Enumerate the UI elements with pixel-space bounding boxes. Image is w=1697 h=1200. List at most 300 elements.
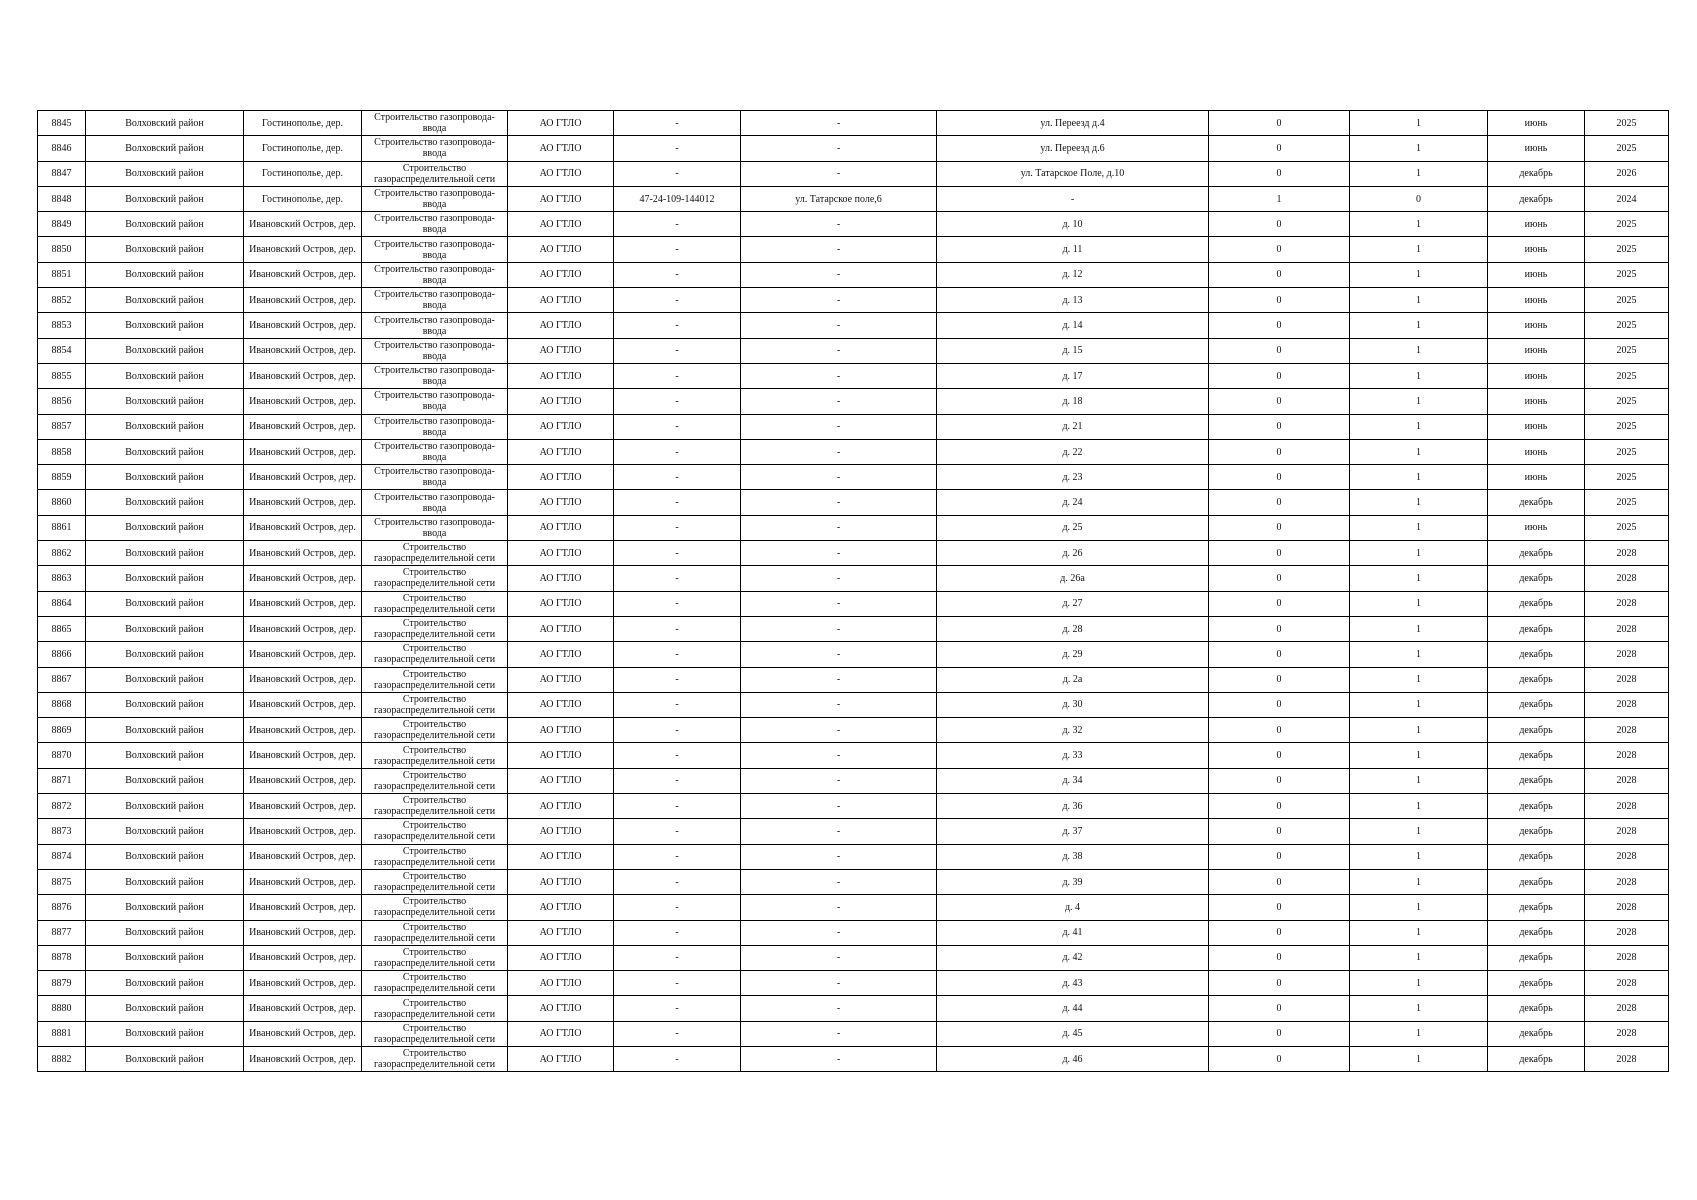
- cadastral-number-cell: -: [614, 667, 741, 692]
- quantity-a-cell: 0: [1209, 591, 1350, 616]
- work-type-cell: Строительство газораспределительной сети: [362, 819, 508, 844]
- year-cell: 2024: [1585, 186, 1669, 211]
- month-cell: июнь: [1488, 111, 1585, 136]
- house-address-cell: д. 36: [937, 794, 1209, 819]
- house-address-cell: д. 22: [937, 439, 1209, 464]
- month-cell: декабрь: [1488, 971, 1585, 996]
- work-type-cell: Строительство газораспределительной сети: [362, 591, 508, 616]
- quantity-b-cell: 1: [1350, 591, 1488, 616]
- year-cell: 2025: [1585, 515, 1669, 540]
- cadastral-number-cell: -: [614, 338, 741, 363]
- organization-cell: АО ГТЛО: [508, 869, 614, 894]
- quantity-a-cell: 0: [1209, 794, 1350, 819]
- work-type-cell: Строительство газопровода-ввода: [362, 136, 508, 161]
- cadastral-number-cell: -: [614, 692, 741, 717]
- year-cell: 2025: [1585, 288, 1669, 313]
- house-address-cell: д. 24: [937, 490, 1209, 515]
- cadastral-number-cell: -: [614, 1046, 741, 1071]
- row-number-cell: 8850: [38, 237, 86, 262]
- organization-cell: АО ГТЛО: [508, 186, 614, 211]
- district-cell: Волховский район: [86, 541, 244, 566]
- district-cell: Волховский район: [86, 363, 244, 388]
- settlement-cell: Ивановский Остров, дер.: [244, 667, 362, 692]
- cadastral-number-cell: -: [614, 363, 741, 388]
- quantity-b-cell: 1: [1350, 1021, 1488, 1046]
- cadastral-number-cell: -: [614, 465, 741, 490]
- table-row: [38, 515, 1669, 540]
- year-cell: 2025: [1585, 111, 1669, 136]
- settlement-cell: Ивановский Остров, дер.: [244, 895, 362, 920]
- work-type-cell: Строительство газопровода-ввода: [362, 465, 508, 490]
- quantity-b-cell: 1: [1350, 844, 1488, 869]
- organization-cell: АО ГТЛО: [508, 414, 614, 439]
- quantity-a-cell: 0: [1209, 338, 1350, 363]
- table-row: [38, 591, 1669, 616]
- settlement-cell: Ивановский Остров, дер.: [244, 718, 362, 743]
- row-number-cell: 8874: [38, 844, 86, 869]
- table-row: [38, 136, 1669, 161]
- object-address-cell: -: [741, 439, 937, 464]
- house-address-cell: д. 26: [937, 541, 1209, 566]
- house-address-cell: д. 32: [937, 718, 1209, 743]
- row-number-cell: 8860: [38, 490, 86, 515]
- row-number-cell: 8881: [38, 1021, 86, 1046]
- quantity-b-cell: 1: [1350, 439, 1488, 464]
- work-type-cell: Строительство газораспределительной сети: [362, 743, 508, 768]
- settlement-cell: Ивановский Остров, дер.: [244, 288, 362, 313]
- quantity-b-cell: 1: [1350, 136, 1488, 161]
- house-address-cell: д. 10: [937, 212, 1209, 237]
- quantity-b-cell: 1: [1350, 996, 1488, 1021]
- district-cell: Волховский район: [86, 262, 244, 287]
- year-cell: 2025: [1585, 237, 1669, 262]
- row-number-cell: 8855: [38, 363, 86, 388]
- settlement-cell: Гостинополье, дер.: [244, 161, 362, 186]
- object-address-cell: -: [741, 971, 937, 996]
- organization-cell: АО ГТЛО: [508, 262, 614, 287]
- quantity-b-cell: 1: [1350, 945, 1488, 970]
- year-cell: 2028: [1585, 895, 1669, 920]
- year-cell: 2025: [1585, 363, 1669, 388]
- quantity-b-cell: 1: [1350, 111, 1488, 136]
- quantity-b-cell: 1: [1350, 768, 1488, 793]
- quantity-a-cell: 0: [1209, 515, 1350, 540]
- year-cell: 2025: [1585, 389, 1669, 414]
- house-address-cell: д. 27: [937, 591, 1209, 616]
- work-type-cell: Строительство газораспределительной сети: [362, 844, 508, 869]
- district-cell: Волховский район: [86, 161, 244, 186]
- quantity-a-cell: 0: [1209, 136, 1350, 161]
- organization-cell: АО ГТЛО: [508, 212, 614, 237]
- table-row: [38, 186, 1669, 211]
- district-cell: Волховский район: [86, 971, 244, 996]
- house-address-cell: д. 38: [937, 844, 1209, 869]
- quantity-b-cell: 1: [1350, 920, 1488, 945]
- settlement-cell: Ивановский Остров, дер.: [244, 389, 362, 414]
- cadastral-number-cell: -: [614, 490, 741, 515]
- work-type-cell: Строительство газораспределительной сети: [362, 920, 508, 945]
- month-cell: декабрь: [1488, 945, 1585, 970]
- object-address-cell: -: [741, 313, 937, 338]
- row-number-cell: 8872: [38, 794, 86, 819]
- house-address-cell: д. 23: [937, 465, 1209, 490]
- house-address-cell: д. 37: [937, 819, 1209, 844]
- cadastral-number-cell: -: [614, 895, 741, 920]
- house-address-cell: д. 42: [937, 945, 1209, 970]
- quantity-a-cell: 0: [1209, 768, 1350, 793]
- table-row: [38, 642, 1669, 667]
- object-address-cell: ул. Татарское поле,6: [741, 186, 937, 211]
- quantity-a-cell: 0: [1209, 111, 1350, 136]
- work-type-cell: Строительство газораспределительной сети: [362, 996, 508, 1021]
- work-type-cell: Строительство газопровода-ввода: [362, 288, 508, 313]
- house-address-cell: д. 28: [937, 616, 1209, 641]
- cadastral-number-cell: -: [614, 869, 741, 894]
- settlement-cell: Ивановский Остров, дер.: [244, 692, 362, 717]
- month-cell: декабрь: [1488, 718, 1585, 743]
- quantity-b-cell: 1: [1350, 718, 1488, 743]
- year-cell: 2028: [1585, 768, 1669, 793]
- work-type-cell: Строительство газопровода-ввода: [362, 389, 508, 414]
- cadastral-number-cell: -: [614, 794, 741, 819]
- row-number-cell: 8852: [38, 288, 86, 313]
- cadastral-number-cell: -: [614, 111, 741, 136]
- row-number-cell: 8863: [38, 566, 86, 591]
- month-cell: декабрь: [1488, 844, 1585, 869]
- settlement-cell: Ивановский Остров, дер.: [244, 844, 362, 869]
- quantity-b-cell: 1: [1350, 363, 1488, 388]
- month-cell: декабрь: [1488, 869, 1585, 894]
- quantity-b-cell: 1: [1350, 212, 1488, 237]
- quantity-b-cell: 1: [1350, 743, 1488, 768]
- quantity-a-cell: 0: [1209, 237, 1350, 262]
- cadastral-number-cell: -: [614, 515, 741, 540]
- organization-cell: АО ГТЛО: [508, 161, 614, 186]
- cadastral-number-cell: -: [614, 414, 741, 439]
- organization-cell: АО ГТЛО: [508, 971, 614, 996]
- organization-cell: АО ГТЛО: [508, 1021, 614, 1046]
- quantity-a-cell: 0: [1209, 844, 1350, 869]
- object-address-cell: -: [741, 541, 937, 566]
- work-type-cell: Строительство газораспределительной сети: [362, 945, 508, 970]
- settlement-cell: Ивановский Остров, дер.: [244, 439, 362, 464]
- quantity-a-cell: 0: [1209, 895, 1350, 920]
- table-row: [38, 794, 1669, 819]
- settlement-cell: Ивановский Остров, дер.: [244, 869, 362, 894]
- row-number-cell: 8868: [38, 692, 86, 717]
- settlement-cell: Ивановский Остров, дер.: [244, 616, 362, 641]
- row-number-cell: 8871: [38, 768, 86, 793]
- table-row: [38, 541, 1669, 566]
- district-cell: Волховский район: [86, 566, 244, 591]
- settlement-cell: Ивановский Остров, дер.: [244, 237, 362, 262]
- cadastral-number-cell: -: [614, 844, 741, 869]
- month-cell: июнь: [1488, 515, 1585, 540]
- row-number-cell: 8861: [38, 515, 86, 540]
- quantity-a-cell: 0: [1209, 743, 1350, 768]
- quantity-b-cell: 1: [1350, 895, 1488, 920]
- quantity-b-cell: 1: [1350, 794, 1488, 819]
- year-cell: 2028: [1585, 819, 1669, 844]
- house-address-cell: д. 43: [937, 971, 1209, 996]
- year-cell: 2025: [1585, 262, 1669, 287]
- organization-cell: АО ГТЛО: [508, 794, 614, 819]
- year-cell: 2028: [1585, 692, 1669, 717]
- year-cell: 2028: [1585, 667, 1669, 692]
- table-row: [38, 895, 1669, 920]
- object-address-cell: -: [741, 945, 937, 970]
- table-row: [38, 743, 1669, 768]
- object-address-cell: -: [741, 389, 937, 414]
- row-number-cell: 8851: [38, 262, 86, 287]
- house-address-cell: д. 12: [937, 262, 1209, 287]
- object-address-cell: -: [741, 667, 937, 692]
- work-type-cell: Строительство газораспределительной сети: [362, 642, 508, 667]
- settlement-cell: Гостинополье, дер.: [244, 111, 362, 136]
- settlement-cell: Ивановский Остров, дер.: [244, 515, 362, 540]
- quantity-b-cell: 1: [1350, 667, 1488, 692]
- quantity-a-cell: 0: [1209, 819, 1350, 844]
- object-address-cell: -: [741, 288, 937, 313]
- object-address-cell: -: [741, 465, 937, 490]
- quantity-b-cell: 1: [1350, 288, 1488, 313]
- month-cell: декабрь: [1488, 996, 1585, 1021]
- settlement-cell: Ивановский Остров, дер.: [244, 465, 362, 490]
- district-cell: Волховский район: [86, 465, 244, 490]
- settlement-cell: Ивановский Остров, дер.: [244, 768, 362, 793]
- cadastral-number-cell: -: [614, 161, 741, 186]
- district-cell: Волховский район: [86, 1046, 244, 1071]
- quantity-a-cell: 0: [1209, 313, 1350, 338]
- month-cell: июнь: [1488, 439, 1585, 464]
- row-number-cell: 8853: [38, 313, 86, 338]
- row-number-cell: 8876: [38, 895, 86, 920]
- quantity-a-cell: 0: [1209, 616, 1350, 641]
- table-row: [38, 971, 1669, 996]
- year-cell: 2028: [1585, 920, 1669, 945]
- district-cell: Волховский район: [86, 869, 244, 894]
- object-address-cell: -: [741, 869, 937, 894]
- district-cell: Волховский район: [86, 288, 244, 313]
- cadastral-number-cell: -: [614, 996, 741, 1021]
- year-cell: 2025: [1585, 439, 1669, 464]
- cadastral-number-cell: 47-24-109-144012: [614, 186, 741, 211]
- settlement-cell: Ивановский Остров, дер.: [244, 819, 362, 844]
- year-cell: 2026: [1585, 161, 1669, 186]
- table-row: [38, 1021, 1669, 1046]
- quantity-a-cell: 0: [1209, 262, 1350, 287]
- object-address-cell: -: [741, 161, 937, 186]
- organization-cell: АО ГТЛО: [508, 237, 614, 262]
- year-cell: 2028: [1585, 566, 1669, 591]
- district-cell: Волховский район: [86, 338, 244, 363]
- house-address-cell: д. 15: [937, 338, 1209, 363]
- month-cell: декабрь: [1488, 692, 1585, 717]
- table-row: [38, 338, 1669, 363]
- year-cell: 2028: [1585, 869, 1669, 894]
- quantity-b-cell: 1: [1350, 262, 1488, 287]
- organization-cell: АО ГТЛО: [508, 363, 614, 388]
- quantity-b-cell: 1: [1350, 515, 1488, 540]
- organization-cell: АО ГТЛО: [508, 642, 614, 667]
- settlement-cell: Ивановский Остров, дер.: [244, 996, 362, 1021]
- quantity-a-cell: 0: [1209, 718, 1350, 743]
- settlement-cell: Ивановский Остров, дер.: [244, 490, 362, 515]
- month-cell: декабрь: [1488, 743, 1585, 768]
- cadastral-number-cell: -: [614, 288, 741, 313]
- cadastral-number-cell: -: [614, 819, 741, 844]
- quantity-b-cell: 1: [1350, 465, 1488, 490]
- house-address-cell: ул. Переезд д.6: [937, 136, 1209, 161]
- month-cell: июнь: [1488, 465, 1585, 490]
- quantity-a-cell: 0: [1209, 996, 1350, 1021]
- year-cell: 2028: [1585, 642, 1669, 667]
- work-type-cell: Строительство газораспределительной сети: [362, 541, 508, 566]
- row-number-cell: 8865: [38, 616, 86, 641]
- year-cell: 2028: [1585, 996, 1669, 1021]
- object-address-cell: -: [741, 111, 937, 136]
- month-cell: декабрь: [1488, 920, 1585, 945]
- cadastral-number-cell: -: [614, 541, 741, 566]
- year-cell: 2025: [1585, 313, 1669, 338]
- district-cell: Волховский район: [86, 591, 244, 616]
- month-cell: декабрь: [1488, 1046, 1585, 1071]
- month-cell: декабрь: [1488, 768, 1585, 793]
- quantity-a-cell: 0: [1209, 869, 1350, 894]
- object-address-cell: -: [741, 996, 937, 1021]
- cadastral-number-cell: -: [614, 743, 741, 768]
- cadastral-number-cell: -: [614, 566, 741, 591]
- row-number-cell: 8880: [38, 996, 86, 1021]
- year-cell: 2028: [1585, 616, 1669, 641]
- organization-cell: АО ГТЛО: [508, 996, 614, 1021]
- district-cell: Волховский район: [86, 768, 244, 793]
- table-row: [38, 111, 1669, 136]
- table-row: [38, 566, 1669, 591]
- year-cell: 2025: [1585, 136, 1669, 161]
- organization-cell: АО ГТЛО: [508, 541, 614, 566]
- quantity-a-cell: 0: [1209, 414, 1350, 439]
- table-row: [38, 389, 1669, 414]
- month-cell: декабрь: [1488, 895, 1585, 920]
- organization-cell: АО ГТЛО: [508, 895, 614, 920]
- month-cell: декабрь: [1488, 1021, 1585, 1046]
- work-type-cell: Строительство газораспределительной сети: [362, 768, 508, 793]
- object-address-cell: -: [741, 1021, 937, 1046]
- organization-cell: АО ГТЛО: [508, 616, 614, 641]
- gas-network-table: [37, 110, 1669, 1072]
- settlement-cell: Ивановский Остров, дер.: [244, 313, 362, 338]
- district-cell: Волховский район: [86, 642, 244, 667]
- organization-cell: АО ГТЛО: [508, 465, 614, 490]
- settlement-cell: Ивановский Остров, дер.: [244, 541, 362, 566]
- organization-cell: АО ГТЛО: [508, 338, 614, 363]
- organization-cell: АО ГТЛО: [508, 136, 614, 161]
- table-row: [38, 237, 1669, 262]
- year-cell: 2025: [1585, 414, 1669, 439]
- district-cell: Волховский район: [86, 136, 244, 161]
- settlement-cell: Ивановский Остров, дер.: [244, 1046, 362, 1071]
- work-type-cell: Строительство газораспределительной сети: [362, 616, 508, 641]
- month-cell: декабрь: [1488, 186, 1585, 211]
- quantity-b-cell: 1: [1350, 566, 1488, 591]
- quantity-a-cell: 0: [1209, 212, 1350, 237]
- cadastral-number-cell: -: [614, 389, 741, 414]
- work-type-cell: Строительство газопровода-ввода: [362, 186, 508, 211]
- district-cell: Волховский район: [86, 186, 244, 211]
- object-address-cell: -: [741, 768, 937, 793]
- house-address-cell: д. 26а: [937, 566, 1209, 591]
- row-number-cell: 8882: [38, 1046, 86, 1071]
- house-address-cell: д. 45: [937, 1021, 1209, 1046]
- object-address-cell: -: [741, 692, 937, 717]
- work-type-cell: Строительство газопровода-ввода: [362, 111, 508, 136]
- quantity-a-cell: 0: [1209, 465, 1350, 490]
- work-type-cell: Строительство газопровода-ввода: [362, 338, 508, 363]
- organization-cell: АО ГТЛО: [508, 389, 614, 414]
- work-type-cell: Строительство газораспределительной сети: [362, 1046, 508, 1071]
- row-number-cell: 8869: [38, 718, 86, 743]
- year-cell: 2028: [1585, 945, 1669, 970]
- work-type-cell: Строительство газораспределительной сети: [362, 161, 508, 186]
- table-row: [38, 945, 1669, 970]
- district-cell: Волховский район: [86, 111, 244, 136]
- cadastral-number-cell: -: [614, 439, 741, 464]
- work-type-cell: Строительство газораспределительной сети: [362, 794, 508, 819]
- organization-cell: АО ГТЛО: [508, 1046, 614, 1071]
- object-address-cell: -: [741, 338, 937, 363]
- work-type-cell: Строительство газопровода-ввода: [362, 237, 508, 262]
- quantity-a-cell: 0: [1209, 945, 1350, 970]
- month-cell: июнь: [1488, 313, 1585, 338]
- table-row: [38, 819, 1669, 844]
- month-cell: декабрь: [1488, 541, 1585, 566]
- row-number-cell: 8858: [38, 439, 86, 464]
- year-cell: 2025: [1585, 465, 1669, 490]
- work-type-cell: Строительство газораспределительной сети: [362, 718, 508, 743]
- house-address-cell: д. 39: [937, 869, 1209, 894]
- work-type-cell: Строительство газопровода-ввода: [362, 439, 508, 464]
- organization-cell: АО ГТЛО: [508, 920, 614, 945]
- quantity-a-cell: 0: [1209, 1046, 1350, 1071]
- year-cell: 2025: [1585, 212, 1669, 237]
- table-row: [38, 288, 1669, 313]
- table-row: [38, 414, 1669, 439]
- month-cell: июнь: [1488, 338, 1585, 363]
- month-cell: июнь: [1488, 389, 1585, 414]
- house-address-cell: д. 29: [937, 642, 1209, 667]
- work-type-cell: Строительство газопровода-ввода: [362, 262, 508, 287]
- quantity-b-cell: 0: [1350, 186, 1488, 211]
- object-address-cell: -: [741, 136, 937, 161]
- table-row: [38, 844, 1669, 869]
- row-number-cell: 8845: [38, 111, 86, 136]
- organization-cell: АО ГТЛО: [508, 111, 614, 136]
- house-address-cell: д. 46: [937, 1046, 1209, 1071]
- table-row: [38, 718, 1669, 743]
- settlement-cell: Ивановский Остров, дер.: [244, 566, 362, 591]
- district-cell: Волховский район: [86, 945, 244, 970]
- house-address-cell: д. 18: [937, 389, 1209, 414]
- year-cell: 2025: [1585, 490, 1669, 515]
- house-address-cell: -: [937, 186, 1209, 211]
- month-cell: декабрь: [1488, 490, 1585, 515]
- table-row: [38, 996, 1669, 1021]
- work-type-cell: Строительство газораспределительной сети: [362, 667, 508, 692]
- row-number-cell: 8846: [38, 136, 86, 161]
- row-number-cell: 8864: [38, 591, 86, 616]
- object-address-cell: -: [741, 490, 937, 515]
